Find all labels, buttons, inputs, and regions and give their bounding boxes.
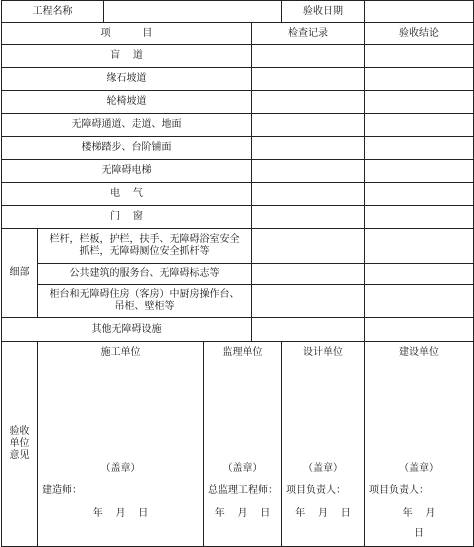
table-row: [2, 91, 474, 114]
table-row: [2, 206, 474, 229]
seal-label: （盖章）: [399, 463, 440, 474]
check-record-cell[interactable]: [252, 229, 365, 264]
item-label-line: 抓栏，无障碍厕位安全抓杆等: [79, 246, 210, 257]
conclusion-column-header: 验收结论: [365, 23, 474, 45]
seal-label: （盖章）: [100, 463, 141, 474]
check-record-cell[interactable]: [252, 264, 365, 285]
table-row: [2, 264, 474, 285]
conclusion-cell[interactable]: [365, 318, 474, 342]
acceptance-date-label: 验收日期: [282, 1, 365, 23]
table-row: [2, 183, 474, 206]
unit-title: 监理单位: [222, 347, 263, 358]
conclusion-cell[interactable]: [365, 160, 474, 183]
opinion-row: [2, 342, 474, 547]
conclusion-cell[interactable]: [365, 45, 474, 68]
check-record-column-header: 检查记录: [252, 23, 365, 45]
item-label: [38, 285, 252, 318]
table-row: [2, 229, 474, 264]
item-label: 无障碍电梯: [2, 160, 252, 183]
item-label-line: 吊柜、壁柜等: [114, 301, 175, 312]
check-record-cell[interactable]: [252, 137, 365, 160]
conclusion-cell[interactable]: [365, 183, 474, 206]
check-record-cell[interactable]: [252, 45, 365, 68]
item-label: 盲 道: [2, 45, 252, 68]
check-record-cell[interactable]: [252, 183, 365, 206]
column-header-row: [2, 23, 474, 45]
unit-title: 设计单位: [303, 347, 344, 358]
item-label: 缘石坡道: [2, 68, 252, 91]
conclusion-cell[interactable]: [365, 206, 474, 229]
signer-label: 项目负责人：: [369, 485, 430, 496]
check-record-cell[interactable]: [252, 206, 365, 229]
signer-label: 总监理工程师：: [208, 485, 278, 496]
item-label: 公共建筑的服务台、无障碍标志等: [38, 264, 252, 285]
item-label: 其他无障碍设施: [2, 318, 252, 342]
check-record-cell[interactable]: [252, 91, 365, 114]
table-row: [2, 45, 474, 68]
check-record-cell[interactable]: [252, 114, 365, 137]
opinion-label: [2, 342, 38, 547]
date-label: 年 月 日: [295, 508, 351, 519]
table-row: [2, 137, 474, 160]
check-record-cell[interactable]: [252, 68, 365, 91]
unit-title: 施工单位: [100, 347, 141, 358]
item-label-line: 柜台和无障碍住房（客房）中厨房操作台、: [49, 289, 240, 300]
opinion-label-line: 意见: [9, 450, 30, 461]
item-label: 楼梯踏步、台阶铺面: [2, 137, 252, 160]
table-row: [2, 68, 474, 91]
table-row: [2, 114, 474, 137]
table-row: [2, 160, 474, 183]
conclusion-cell[interactable]: [365, 68, 474, 91]
seal-label: （盖章）: [303, 463, 344, 474]
item-label-line: 栏杆，栏板，护栏，扶手、无障碍浴室安全: [49, 234, 240, 245]
signer-label: 项目负责人：: [286, 485, 347, 496]
table-row: [2, 285, 474, 318]
item-label: 轮椅坡道: [2, 91, 252, 114]
conclusion-cell[interactable]: [365, 91, 474, 114]
conclusion-cell[interactable]: [365, 114, 474, 137]
project-name-label: 工程名称: [2, 1, 104, 23]
item-label: 门 窗: [2, 206, 252, 229]
seal-label: （盖章）: [222, 463, 263, 474]
table-row: [2, 318, 474, 342]
design-unit-cell[interactable]: [282, 342, 365, 547]
date-day-label: 日: [414, 528, 425, 539]
project-name-field[interactable]: [104, 1, 282, 23]
check-record-cell[interactable]: [252, 160, 365, 183]
unit-title: 建设单位: [399, 347, 440, 358]
acceptance-form-table: [1, 0, 474, 547]
conclusion-cell[interactable]: [365, 137, 474, 160]
check-record-cell[interactable]: [252, 285, 365, 318]
item-label: 电 气: [2, 183, 252, 206]
supervision-unit-cell[interactable]: [204, 342, 282, 547]
conclusion-cell[interactable]: [365, 229, 474, 264]
conclusion-cell[interactable]: [365, 264, 474, 285]
date-label: 年 月 日: [92, 508, 149, 519]
conclusion-cell[interactable]: [365, 285, 474, 318]
item-column-header: 项 目: [2, 23, 252, 45]
opinion-label-line: 验收: [9, 426, 30, 437]
header-row: [2, 1, 474, 23]
construction-unit-cell[interactable]: [38, 342, 204, 547]
item-label: [38, 229, 252, 264]
owner-unit-cell[interactable]: [365, 342, 474, 547]
acceptance-date-field[interactable]: [365, 1, 474, 23]
signer-label: 建造师：: [42, 485, 82, 496]
item-label: 无障碍通道、走道、地面: [2, 114, 252, 137]
detail-group-label: 细部: [2, 229, 38, 318]
check-record-cell[interactable]: [252, 318, 365, 342]
date-label: 年 月: [402, 508, 436, 519]
opinion-label-line: 单位: [9, 438, 30, 449]
date-label: 年 月 日: [214, 508, 271, 519]
